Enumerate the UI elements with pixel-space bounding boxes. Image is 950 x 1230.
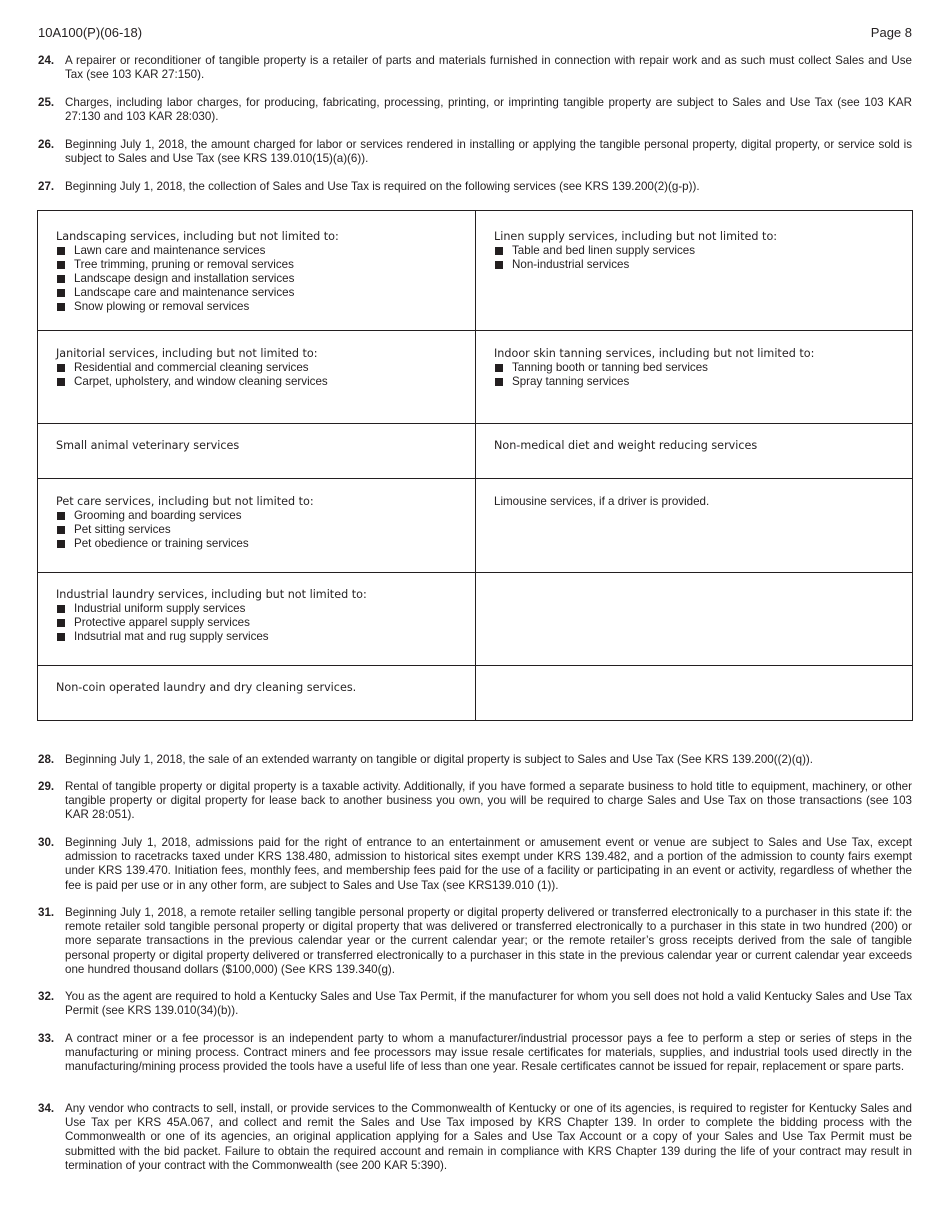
cell-dry-cleaning bbox=[56, 681, 466, 695]
cell-janitorial bbox=[56, 347, 466, 389]
service-list bbox=[56, 602, 466, 644]
item-number: 34. bbox=[38, 1102, 55, 1115]
item-24 bbox=[38, 54, 912, 82]
item-34 bbox=[38, 1102, 912, 1173]
service-list bbox=[56, 244, 466, 314]
item-text: You as the agent are required to hold a Kentucky Sales and Use Tax Permit, if the manufacturer for whom you sell does not hold a valid Kentucky Sales and Use Tax Permit (see KRS 139.010(34)(b)). bbox=[65, 990, 912, 1018]
item-text: Rental of tangible property or digital property is a taxable activity. Additionally, if you have formed a separate business to hold title to equipment, machinery, or other tangible property or digital property for lease back to another business you own, you will be required to charge Sales and Use Tax on those transactions (see 103 KAR 28:051). bbox=[65, 780, 912, 822]
list-item: Grooming and boarding services bbox=[56, 509, 466, 523]
item-text: A repairer or reconditioner of tangible property is a retailer of parts and materials furnished in connection with repair work and as such must collect Sales and Use Tax (see 103 KAR 27:150). bbox=[65, 54, 912, 82]
service-heading: Non-medical diet and weight reducing services bbox=[494, 439, 758, 452]
list-item: Pet sitting services bbox=[56, 523, 466, 537]
list-item: Residential and commercial cleaning services bbox=[56, 361, 466, 375]
cell-veterinary bbox=[56, 439, 466, 453]
item-number: 27. bbox=[38, 180, 55, 193]
row-divider bbox=[38, 478, 912, 479]
item-number: 32. bbox=[38, 990, 55, 1003]
service-heading: Linen supply services, including but not limited to: bbox=[494, 230, 778, 243]
cell-limousine bbox=[494, 495, 904, 509]
item-number: 29. bbox=[38, 780, 55, 793]
cell-landscaping bbox=[56, 230, 466, 314]
item-text: Any vendor who contracts to sell, install, or provide services to the Commonwealth of Kentucky or one of its agencies, is required to register for Kentucky Sales and Use Tax per KRS 45A.067, and collect and remit the Sales and Use Tax imposed by KRS Chapter 139. In order to complete the bidding process with the Commonwealth or one of its agencies, an original application applying for a Sales and Use Tax Account or a copy of your Sales and Use Tax Permit must be submitted with the bid packet. Failure to obtain the required account and remain in compliance with KRS Chapter 139 during the life of your contract may result in termination of your contract with the Commonwealth (see 200 KAR 5:390). bbox=[65, 1102, 912, 1172]
cell-industrial-laundry bbox=[56, 588, 466, 644]
item-33 bbox=[38, 1032, 912, 1075]
row-divider bbox=[38, 572, 912, 573]
list-item: Protective apparel supply services bbox=[56, 616, 466, 630]
item-number: 26. bbox=[38, 138, 55, 151]
cell-tanning bbox=[494, 347, 904, 389]
item-number: 24. bbox=[38, 54, 55, 67]
services-table bbox=[37, 210, 913, 721]
service-text: Limousine services, if a driver is provided. bbox=[494, 495, 710, 508]
item-text: Charges, including labor charges, for producing, fabricating, processing, printing, or imprinting tangible property are subject to Sales and Use Tax (see 103 KAR 27:130 and 103 KAR 28:030). bbox=[65, 96, 912, 124]
cell-diet bbox=[494, 439, 904, 453]
list-item: Tree trimming, pruning or removal services bbox=[56, 258, 466, 272]
row-divider bbox=[38, 330, 912, 331]
item-number: 33. bbox=[38, 1032, 55, 1045]
list-item: Pet obedience or training services bbox=[56, 537, 466, 551]
item-text: Beginning July 1, 2018, the collection of Sales and Use Tax is required on the following services (see KRS 139.200(2)(g-p)). bbox=[65, 180, 700, 193]
item-30 bbox=[38, 836, 912, 893]
list-item: Snow plowing or removal services bbox=[56, 300, 466, 314]
list-item: Table and bed linen supply services bbox=[494, 244, 904, 258]
item-text: Beginning July 1, 2018, the amount charged for labor or services rendered in installing or applying the tangible personal property, digital property, or service sold is subject to Sales and Use Tax (see KRS 139.010(15)(a)(6)). bbox=[65, 138, 912, 166]
list-item: Tanning booth or tanning bed services bbox=[494, 361, 904, 375]
item-32 bbox=[38, 990, 912, 1018]
list-item: Indsutrial mat and rug supply services bbox=[56, 630, 466, 644]
row-divider bbox=[38, 423, 912, 424]
service-list bbox=[494, 244, 904, 272]
page-number: Page 8 bbox=[870, 25, 912, 40]
service-heading: Indoor skin tanning services, including but not limited to: bbox=[494, 347, 815, 360]
cell-linen bbox=[494, 230, 904, 272]
list-item: Lawn care and maintenance services bbox=[56, 244, 466, 258]
list-item: Spray tanning services bbox=[494, 375, 904, 389]
item-number: 25. bbox=[38, 96, 55, 109]
item-25 bbox=[38, 96, 912, 124]
service-heading: Pet care services, including but not limited to: bbox=[56, 495, 314, 508]
item-28 bbox=[38, 753, 912, 767]
item-text: Beginning July 1, 2018, admissions paid for the right of entrance to an entertainment or amusement event or venue are subject to Sales and Use Tax, except admission to racetracks taxed under KRS 138.480, admission to historical sites exempt under KRS 139.482, and a portion of the admission to county fairs exempt under KRS 139.470. Initiation fees, monthly fees, and membership fees paid for the use of a facility or participating in an event or activity, regardless of whether the fee is paid per use or in any other form, are subject to Sales and Use Tax (see KRS139.010 (1)). bbox=[65, 836, 912, 892]
item-number: 28. bbox=[38, 753, 55, 766]
service-list bbox=[494, 361, 904, 389]
service-heading: Non-coin operated laundry and dry cleaning services. bbox=[56, 681, 357, 694]
service-list bbox=[56, 361, 466, 389]
service-heading: Janitorial services, including but not limited to: bbox=[56, 347, 318, 360]
form-code: 10A100(P)(06-18) bbox=[38, 25, 143, 40]
item-29 bbox=[38, 780, 912, 823]
service-heading: Landscaping services, including but not limited to: bbox=[56, 230, 339, 243]
service-heading: Industrial laundry services, including but not limited to: bbox=[56, 588, 367, 601]
column-divider bbox=[475, 211, 476, 720]
item-number: 31. bbox=[38, 906, 55, 919]
list-item: Landscape design and installation services bbox=[56, 272, 466, 286]
item-text: A contract miner or a fee processor is an independent party to whom a manufacturer/industrial processor pays a fee to perform a step or series of steps in the manufacturing or mining process. Contract miners and fee processors may issue resale certificates for materials, supplies, and industrial tools used directly in the manufacturing/mining process provided the tools have a useful life of less than one year. Resale certificates cannot be issued for repair, replacement or spare parts. bbox=[65, 1032, 912, 1074]
service-list bbox=[56, 509, 466, 551]
list-item: Industrial uniform supply services bbox=[56, 602, 466, 616]
cell-petcare bbox=[56, 495, 466, 551]
item-31 bbox=[38, 906, 912, 977]
list-item: Carpet, upholstery, and window cleaning services bbox=[56, 375, 466, 389]
row-divider bbox=[38, 665, 912, 666]
item-27 bbox=[38, 180, 912, 194]
service-heading: Small animal veterinary services bbox=[56, 439, 240, 452]
list-item: Landscape care and maintenance services bbox=[56, 286, 466, 300]
item-text: Beginning July 1, 2018, a remote retailer selling tangible personal property or digital property delivered or transferred electronically to a purchaser in this state if: the remote retailer sold tangible personal property or digital property that was delivered or transferred electronically to a purchaser in this state in two hundred (200) or more separate transactions in the previous calendar year or the current calendar year; or the remote retailer’s gross receipts derived from the sale of tangible personal property or digital property delivered or transferred electronically to a purchaser in this state in the previous calendar year or current calendar year exceeds one hundred thousand dollars ($100,000) (See KRS 139.340(g). bbox=[65, 906, 912, 976]
list-item: Non-industrial services bbox=[494, 258, 904, 272]
page-header bbox=[38, 25, 912, 41]
item-number: 30. bbox=[38, 836, 55, 849]
item-text: Beginning July 1, 2018, the sale of an extended warranty on tangible or digital property is subject to Sales and Use Tax (See KRS 139.200((2)(q)). bbox=[65, 753, 814, 766]
item-26 bbox=[38, 138, 912, 166]
